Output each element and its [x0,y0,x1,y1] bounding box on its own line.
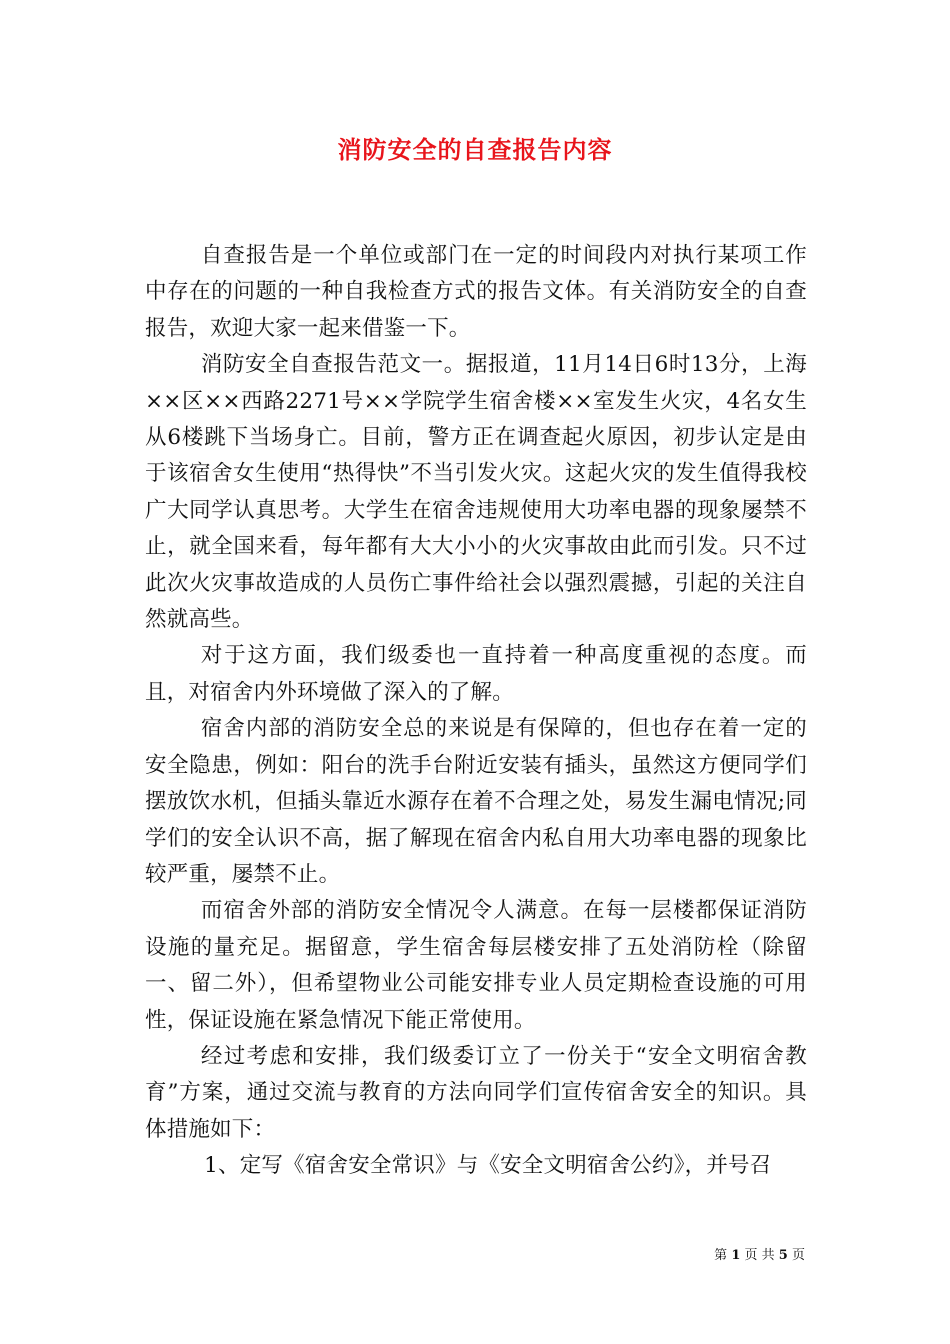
paragraph-measure-1: 1、定写《宿舍安全常识》与《安全文明宿舍公约》，并号召 [204,1153,772,1179]
footer-prefix: 第 [714,1248,728,1263]
document-body [145,238,807,1185]
footer-middle: 页 共 [744,1248,775,1263]
paragraph-plan: 经过考虑和安排，我们级委订立了一份关于“安全文明宿舍教育”方案，通过交流与教育的方法向同学们宣传宿舍安全的知识。具体措施如下： [145,1043,807,1142]
footer-total-pages: 5 [778,1248,788,1263]
paragraph-intro: 自查报告是一个单位或部门在一定的时间段内对执行某项工作中存在的问题的一种自我检查方式的报告文体。有关消防安全的自查报告，欢迎大家一起来借鉴一下。 [145,243,807,341]
page-footer [714,1247,805,1265]
paragraph-external-safety: 而宿舍外部的消防安全情况令人满意。在每一层楼都保证消防设施的量充足。据留意，学生宿舍每层楼安排了五处消防栓（除留一、留二外），但希望物业公司能安排专业人员定期检查设施的可用性，保证设施在紧急情况下能正常使用。 [145,898,807,1033]
paragraph-sample-one: 消防安全自查报告范文一。据报道，11月14日6时13分，上海××区××西路2271号××学院学生宿舍楼××室发生火灾，4名女生从6楼跳下当场身亡。目前，警方正在调查起火原因，初步认定是由于该宿舍女生使用“热得快”不当引发火灾。这起火灾的发生值得我校广大同学认真思考。大学生在宿舍违规使用大功率电器的现象屡禁不止，就全国来看，每年都有大大小小的火灾事故由此而引发。只不过此次火灾事故造成的人员伤亡事件给社会以强烈震撼，引起的关注自然就高些。 [145,352,807,633]
paragraph-attitude: 对于这方面，我们级委也一直持着一种高度重视的态度。而且，对宿舍内外环境做了深入的了解。 [145,643,807,705]
footer-suffix: 页 [791,1248,805,1263]
footer-current-page: 1 [731,1248,741,1263]
document-title: 消防安全的自查报告内容 [337,135,613,164]
paragraph-internal-safety: 宿舍内部的消防安全总的来说是有保障的，但也存在着一定的安全隐患，例如：阳台的洗手台附近安装有插头，虽然这方便同学们摆放饮水机，但插头靠近水源存在着不合理之处，易发生漏电情况;同学们的安全认识不高，据了解现在宿舍内私自用大功率电器的现象比较严重，屡禁不止。 [145,716,807,887]
